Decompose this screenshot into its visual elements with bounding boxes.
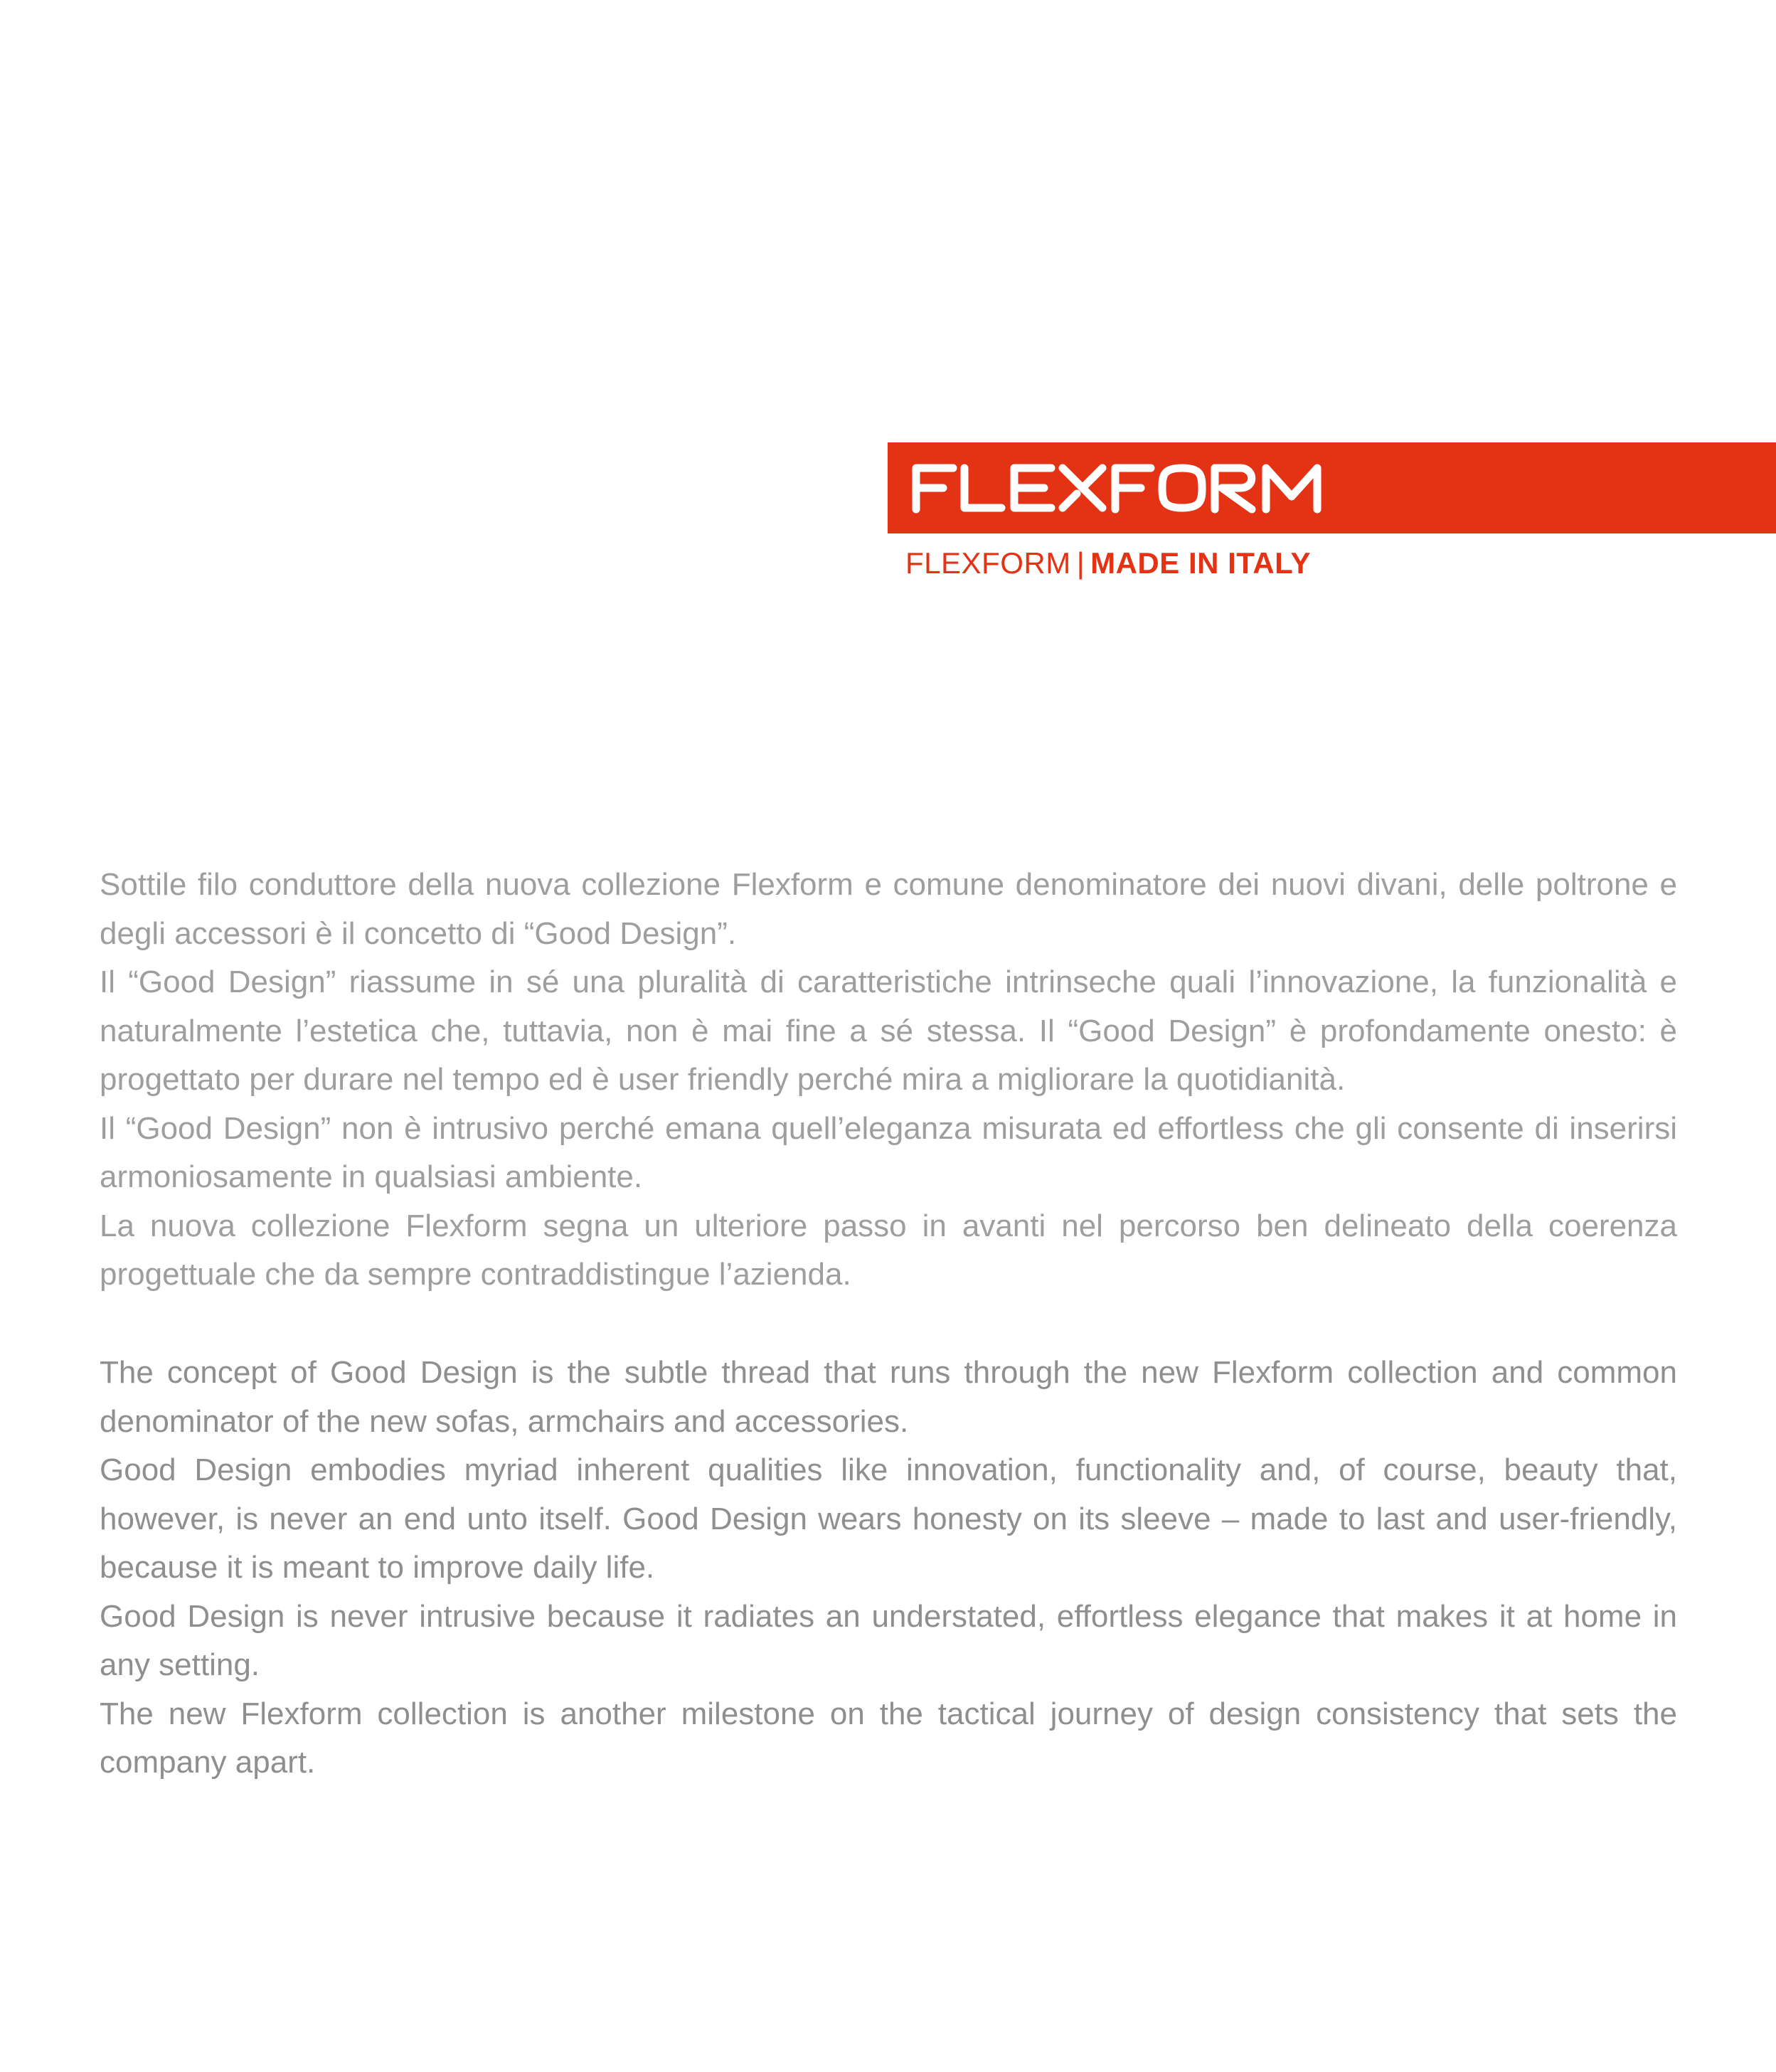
italian-paragraph-2: Il “Good Design” riassume in sé una pluralità di caratteristiche intrinseche quali l’innovazione, la funzionalità e naturalmente l’estetica che, tuttavia, non è mai fine a sé stessa. Il “Good Design” è profondamente onesto: è progettato per durare nel tempo ed è user friendly perché mira a migliorare la quotidianità. <box>100 965 1677 1097</box>
brand-banner <box>888 442 1776 533</box>
flexform-logo <box>909 459 1364 516</box>
english-paragraph-2: Good Design embodies myriad inherent qualities like innovation, functionality and, of course, beauty that, however, is never an end unto itself. Good Design wears honesty on its sleeve – made to last and user-friendly, because it is meant to improve daily life. <box>100 1452 1677 1585</box>
italian-text-block <box>100 861 1677 1300</box>
flexform-logo-icon <box>909 459 1364 516</box>
tagline <box>905 543 1311 583</box>
english-paragraph-3: Good Design is never intrusive because it radiates an understated, effortless elegance that makes it at home in any setting. <box>100 1598 1677 1682</box>
tagline-brand: FLEXFORM <box>905 546 1071 580</box>
italian-paragraph-3: Il “Good Design” non è intrusivo perché emana quell’eleganza misurata ed effortless che gli consente di inserirsi armoniosamente in qualsiasi ambiente. <box>100 1110 1677 1194</box>
english-text-block <box>100 1349 1677 1787</box>
english-paragraph-4: The new Flexform collection is another milestone on the tactical journey of design consistency that sets the company apart. <box>100 1696 1677 1780</box>
italian-paragraph-1: Sottile filo conduttore della nuova collezione Flexform e comune denominatore dei nuovi divani, delle poltrone e degli accessori è il concetto di “Good Design”. <box>100 867 1677 951</box>
tagline-separator: | <box>1076 546 1085 580</box>
italian-paragraph-4: La nuova collezione Flexform segna un ulteriore passo in avanti nel percorso ben delineato della coerenza progettuale che da sempre contraddistingue l’azienda. <box>100 1208 1677 1292</box>
english-paragraph-1: The concept of Good Design is the subtle thread that runs through the new Flexform collection and common denominator of the new sofas, armchairs and accessories. <box>100 1355 1677 1439</box>
tagline-claim: MADE IN ITALY <box>1090 546 1311 580</box>
